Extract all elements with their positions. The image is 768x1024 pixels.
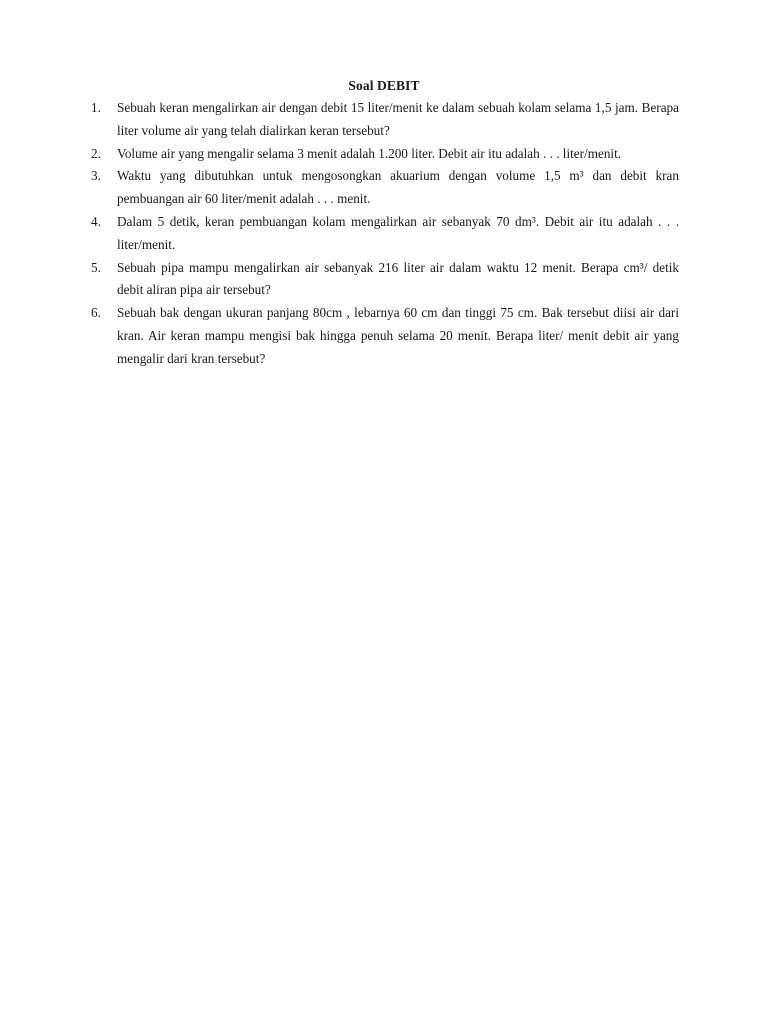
question-text: Volume air yang mengalir selama 3 menit adalah 1.200 liter. Debit air itu adalah . . . liter/menit.: [117, 145, 622, 161]
question-number: 1.: [91, 100, 101, 115]
question-text: Dalam 5 detik, keran pembuangan kolam mengalirkan air sebanyak 70 dm³. Debit air itu adalah . . . liter/menit.: [117, 213, 679, 252]
question-list: [91, 97, 679, 371]
question-text: Sebuah bak dengan ukuran panjang 80cm , lebarnya 60 cm dan tinggi 75 cm. Bak tersebut diisi air dari kran. Air keran mampu mengisi bak hingga penuh selama 20 menit. Berapa liter/ menit debit air yang mengalir dari kran tersebut?: [117, 305, 679, 366]
document-title: Soal DEBIT: [348, 78, 420, 93]
question-item: [91, 143, 679, 166]
question-number: 6.: [91, 305, 101, 321]
question-number: 5.: [91, 259, 101, 275]
question-item: [91, 302, 679, 370]
question-item: [91, 97, 679, 143]
question-item: [91, 165, 679, 211]
question-text: Waktu yang dibutuhkan untuk mengosongkan akuarium dengan volume 1,5 m³ dan debit kran pembuangan air 60 liter/menit adalah . . . menit.: [117, 168, 679, 207]
question-item: [91, 257, 679, 303]
question-text: Sebuah keran mengalirkan air dengan debit 15 liter/menit ke dalam sebuah kolam selama 1,5 jam. Berapa liter volume air yang telah dialirkan keran tersebut?: [117, 100, 679, 138]
question-number: 4.: [91, 213, 101, 229]
question-text: Sebuah pipa mampu mengalirkan air sebanyak 216 liter air dalam waktu 12 menit. Berapa cm³/ detik debit aliran pipa air tersebut?: [117, 259, 679, 298]
question-number: 3.: [91, 168, 101, 184]
question-number: 2.: [91, 145, 101, 161]
question-item: [91, 211, 679, 257]
